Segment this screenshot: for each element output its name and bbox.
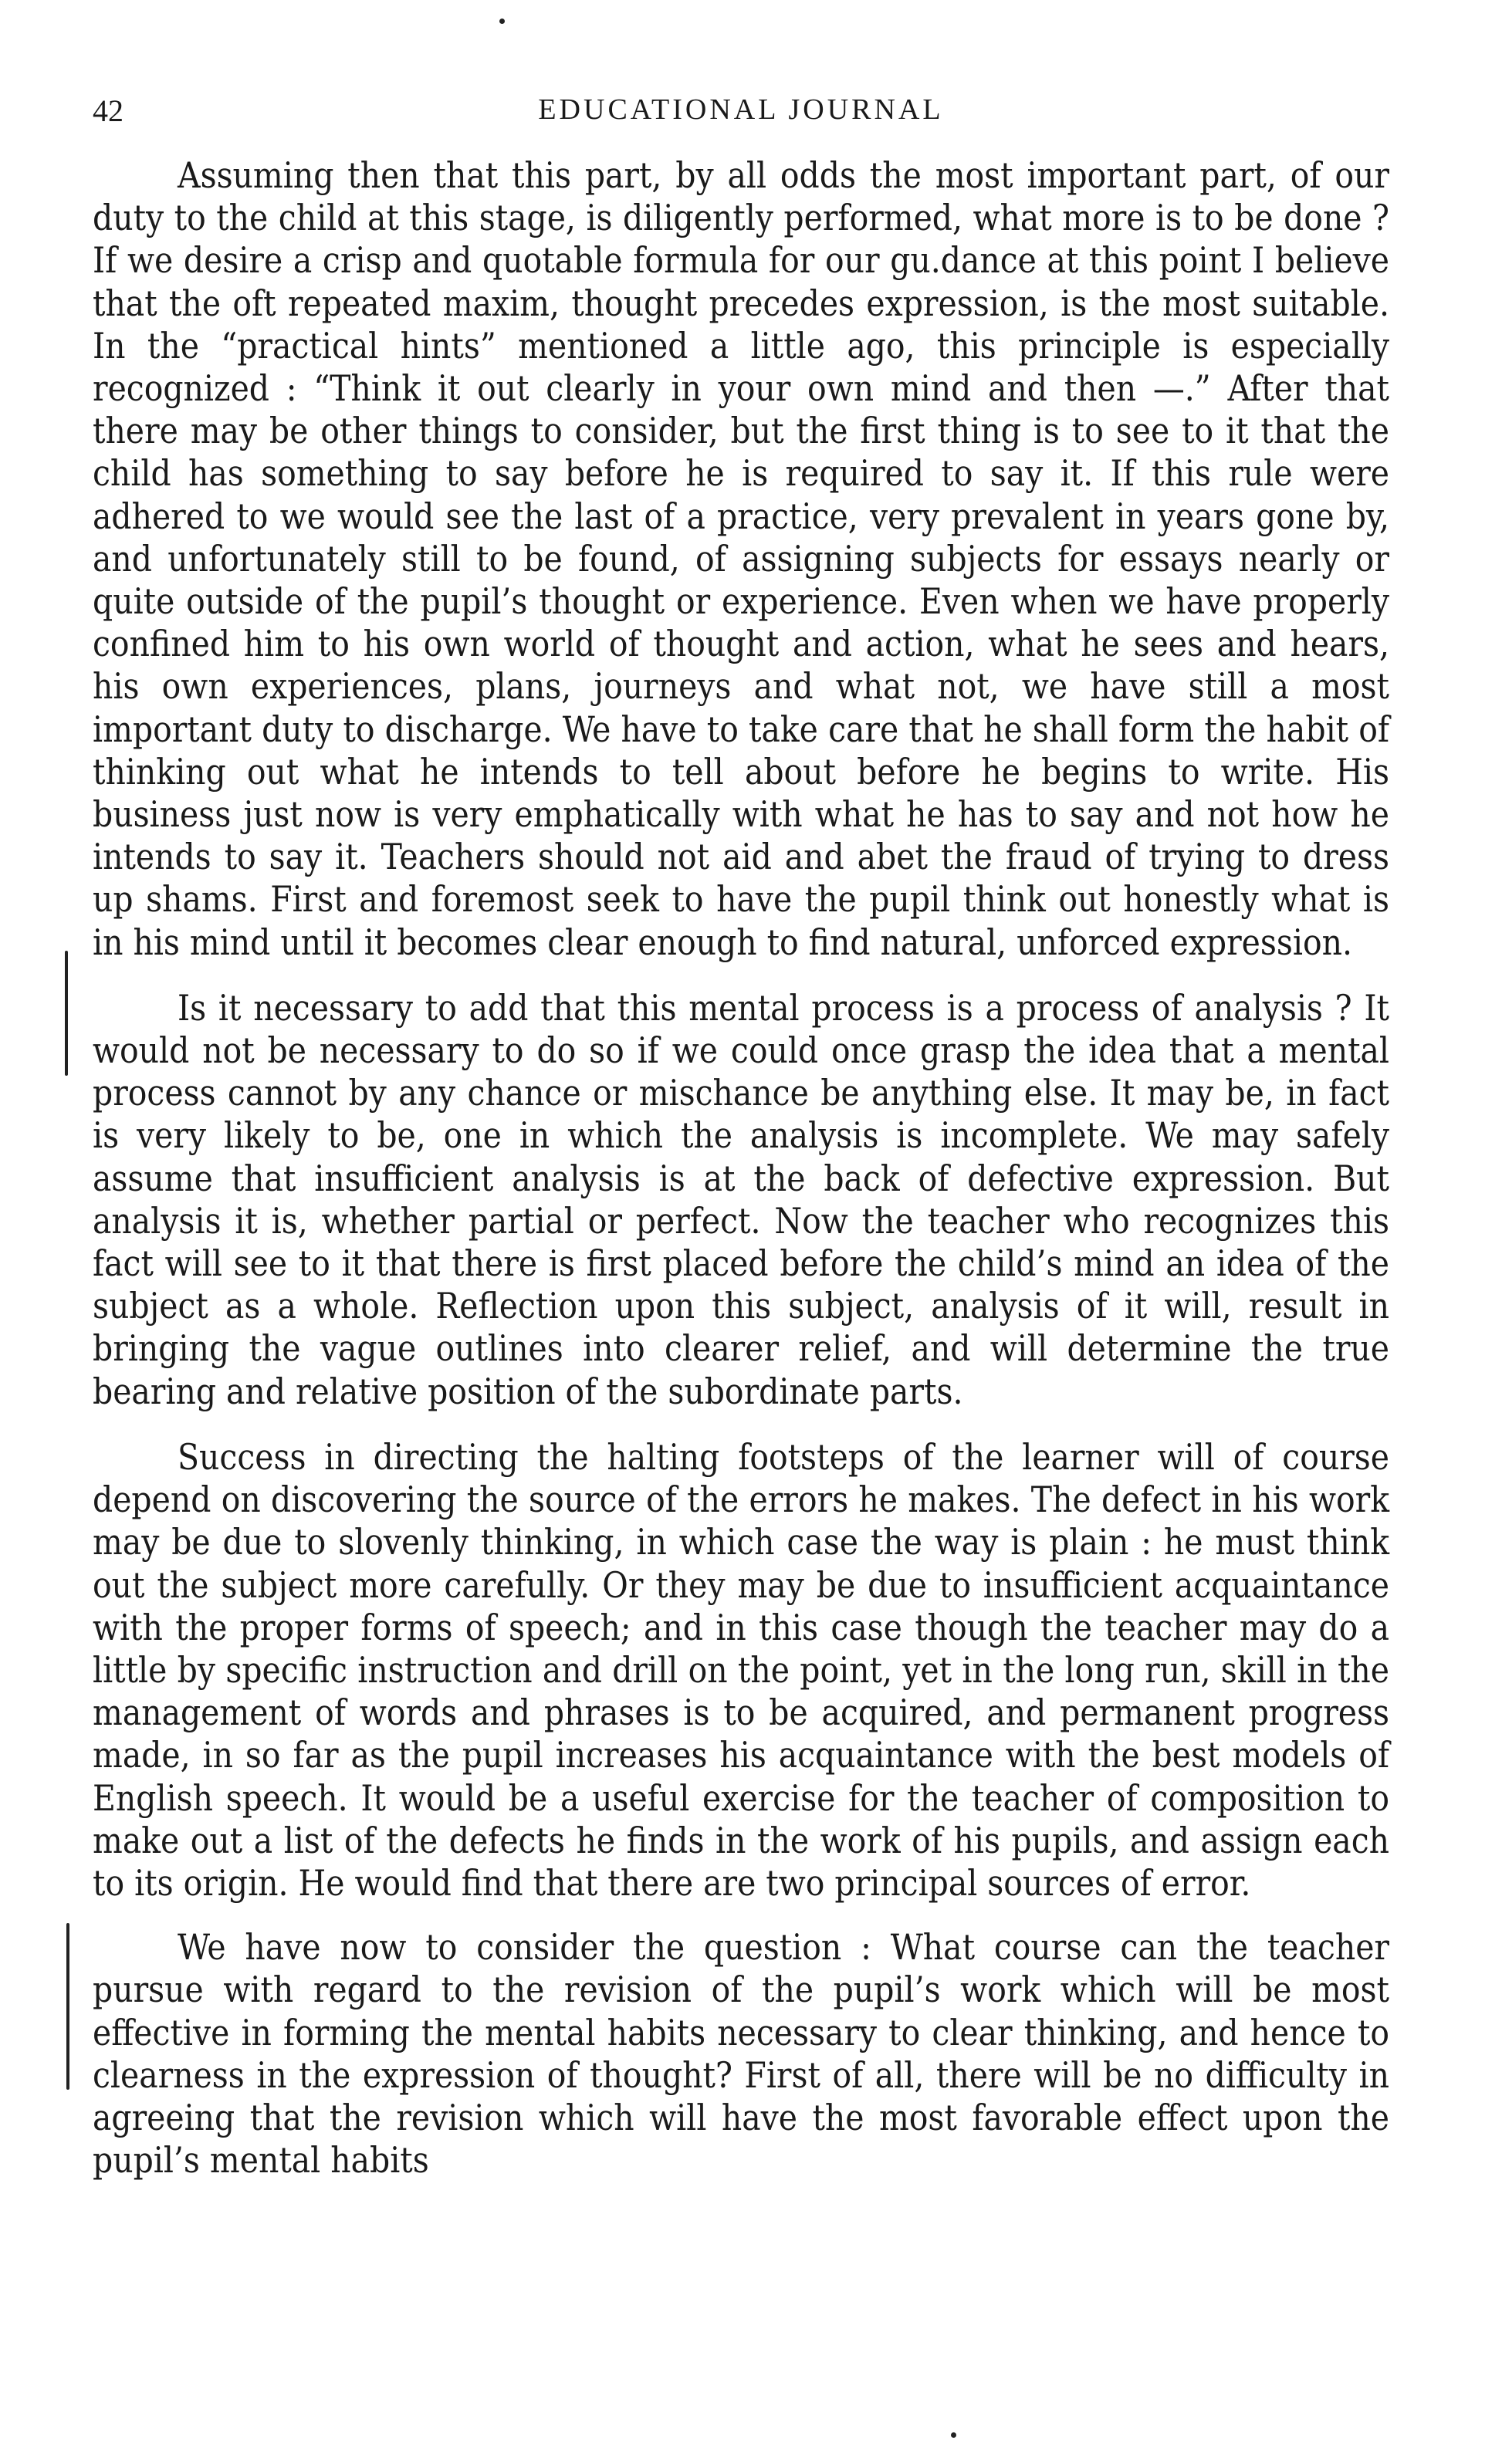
paragraph-4: We have now to consider the question : What course can the teacher pursue with regard to the revision of the pupil’s work which will be most effective in forming the mental habits necessary to clear thinking, and hence to clearness in the expression of thought? First of all, there will be no difficulty in agreeing that the revision which will have the most favorable effect upon the pupil’s mental habits [93, 1927, 1389, 2182]
margin-mark-2 [66, 1923, 69, 2090]
article-body [93, 154, 1389, 2182]
margin-mark-1 [65, 951, 68, 1076]
paragraph-1: Assuming then that this part, by all odds the most important part, of our duty to the child at this stage, is diligently performed, what more is to be done ? If we desire a crisp and quotable formula for our gu.dance at this point I believe that the oft repeated maxim, thought precedes expression, is the most suitable. In the “practical hints” mentioned a little ago, this principle is especially recognized : “Think it out clearly in your own mind and then —.” After that there may be other things to consider, but the first thing is to see to it that the child has something to say before he is required to say it. If this rule were adhered to we would see the last of a practice, very prevalent in years gone by, and unfortunately still to be found, of assigning subjects for essays nearly or quite outside of the pupil’s thought or experience. Even when we have properly confined him to his own world of thought and action, what he sees and hears, his own experiences, plans, journeys and what not, we have still a most important duty to discharge. We have to take care that he shall form the habit of thinking out what he intends to tell about before he begins to write. His business just now is very emphatically with what he has to say and not how he intends to say it. Teachers should not aid and abet the fraud of trying to dress up shams. First and foremost seek to have the pupil think out honestly what is in his mind until it becomes clear enough to find natural, unforced expression. [93, 155, 1389, 963]
page-header [93, 93, 1389, 139]
paragraph-3: Success in directing the halting footsteps of the learner will of course depend on discovering the source of the errors he makes. The defect in his work may be due to slovenly thinking, in which case the way is plain : he must think out the subject more carefully. Or they may be due to insufficient acquaintance with the proper forms of speech; and in this case though the teacher may do a little by specific instruction and drill on the point, yet in the long run, skill in the management of words and phrases is to be acquired, and permanent progress made, in so far as the pupil increases his acquaintance with the best models of English speech. It would be a useful exercise for the teacher of composition to make out a list of the defects he finds in the work of his pupils, and assign each to its origin. He would find that there are two principal sources of error. [93, 1436, 1389, 1904]
running-head: EDUCATIONAL JOURNAL [538, 93, 944, 126]
top-ink-dot [499, 19, 505, 24]
paragraph-2: Is it necessary to add that this mental process is a process of analysis ? It would not be necessary to do so if we could once grasp the idea that a mental process cannot by any chance or mischance be anything else. It may be, in fact is very likely to be, one in which the analysis is incomplete. We may safely assume that insufficient analysis is at the back of defective expression. But analysis it is, whether partial or perfect. Now the teacher who recognizes this fact will see to it that there is first placed before the child’s mind an idea of the subject as a whole. Reflection upon this subject, analysis of it will, result in bringing the vague outlines into clearer relief, and will determine the true bearing and relative position of the subordinate parts. [93, 987, 1389, 1412]
page-number: 42 [93, 93, 123, 128]
bottom-ink-dot [951, 2432, 956, 2438]
